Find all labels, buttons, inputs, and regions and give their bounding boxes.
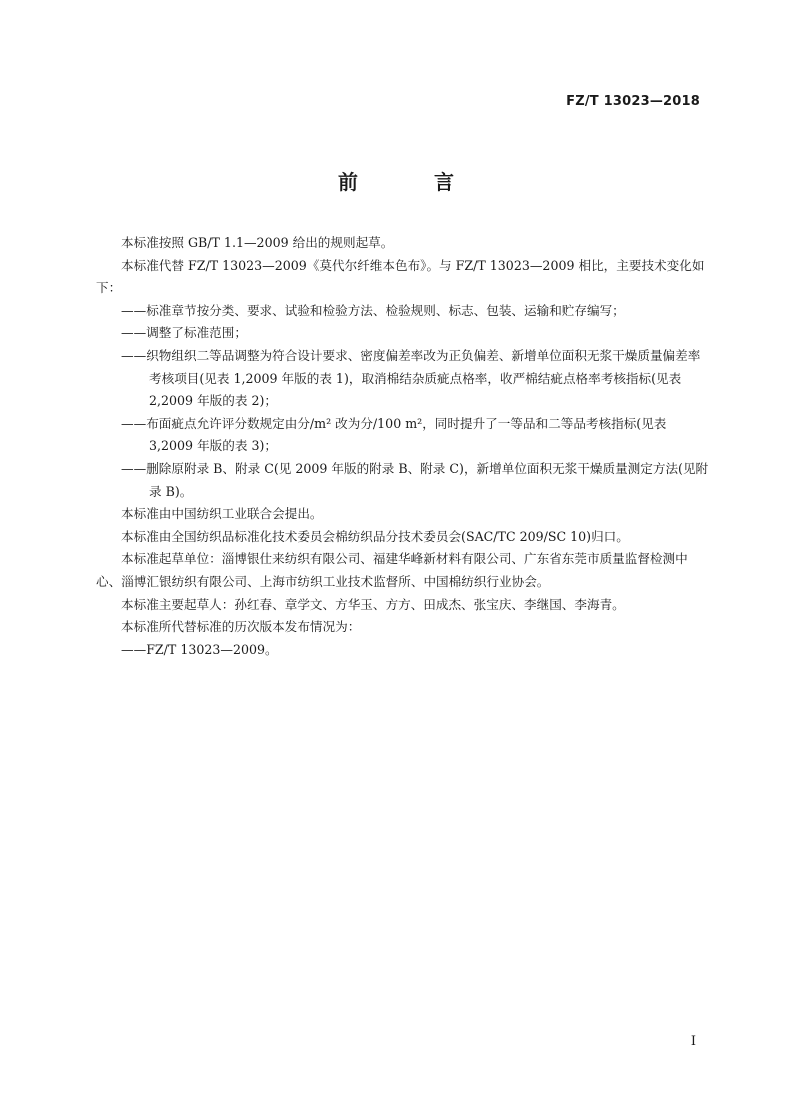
list-item: ——布面疵点允许评分数规定由分/m² 改为分/100 m²，同时提升了一等品和二等品考核指标(见表 3,2009 年版的表 3)； <box>121 415 667 454</box>
paragraph-proposer: 本标准由中国纺织工业联合会提出。 <box>121 506 323 522</box>
list-item: ——织物组织二等品调整为符合设计要求、密度偏差率改为正负偏差、新增单位面积无浆干燥质量偏差率考核项目(见表 1,2009 年版的表 1)，取消棉结杂质疵点格率，收严棉结疵点格率考核指标(见表 2,2009 年版的表 2)； <box>121 347 701 409</box>
list-item: ——FZ/T 13023—2009。 <box>121 641 278 657</box>
document-body <box>96 232 712 661</box>
paragraph-version-history: 本标准所代替标准的历次版本发布情况为： <box>121 619 361 635</box>
list-item: ——标准章节按分类、要求、试验和检验方法、检验规则、标志、包装、运输和贮存编写； <box>121 302 625 318</box>
paragraph-replacement: 本标准代替 FZ/T 13023—2009《莫代尔纤维本色布》。与 FZ/T 13023—2009 相比，主要技术变化如下： <box>96 257 705 296</box>
paragraph-committee: 本标准由全国纺织品标准化技术委员会棉纺织品分技术委员会(SAC/TC 209/SC 10)归口。 <box>121 528 629 544</box>
page-title: 前 言 <box>338 170 482 194</box>
list-item: ——调整了标准范围； <box>121 325 247 341</box>
paragraph-drafters: 本标准主要起草人：孙红春、章学文、方华玉、方方、田成杰、张宝庆、李继国、李海青。 <box>121 596 625 612</box>
paragraph-drafting-units: 本标准起草单位：淄博银仕来纺织有限公司、福建华峰新材料有限公司、广东省东莞市质量监督检测中心、淄博汇银纺织有限公司、上海市纺织工业技术监督所、中国棉纺织行业协会。 <box>96 551 688 589</box>
list-item: ——删除原附录 B、附录 C(见 2009 年版的附录 B、附录 C)，新增单位面积无浆干燥质量测定方法(见附录 B)。 <box>121 460 709 499</box>
standard-code: FZ/T 13023—2018 <box>566 94 700 109</box>
page-number: I <box>690 1034 696 1049</box>
paragraph-drafting-rules: 本标准按照 GB/T 1.1—2009 给出的规则起草。 <box>121 235 394 250</box>
